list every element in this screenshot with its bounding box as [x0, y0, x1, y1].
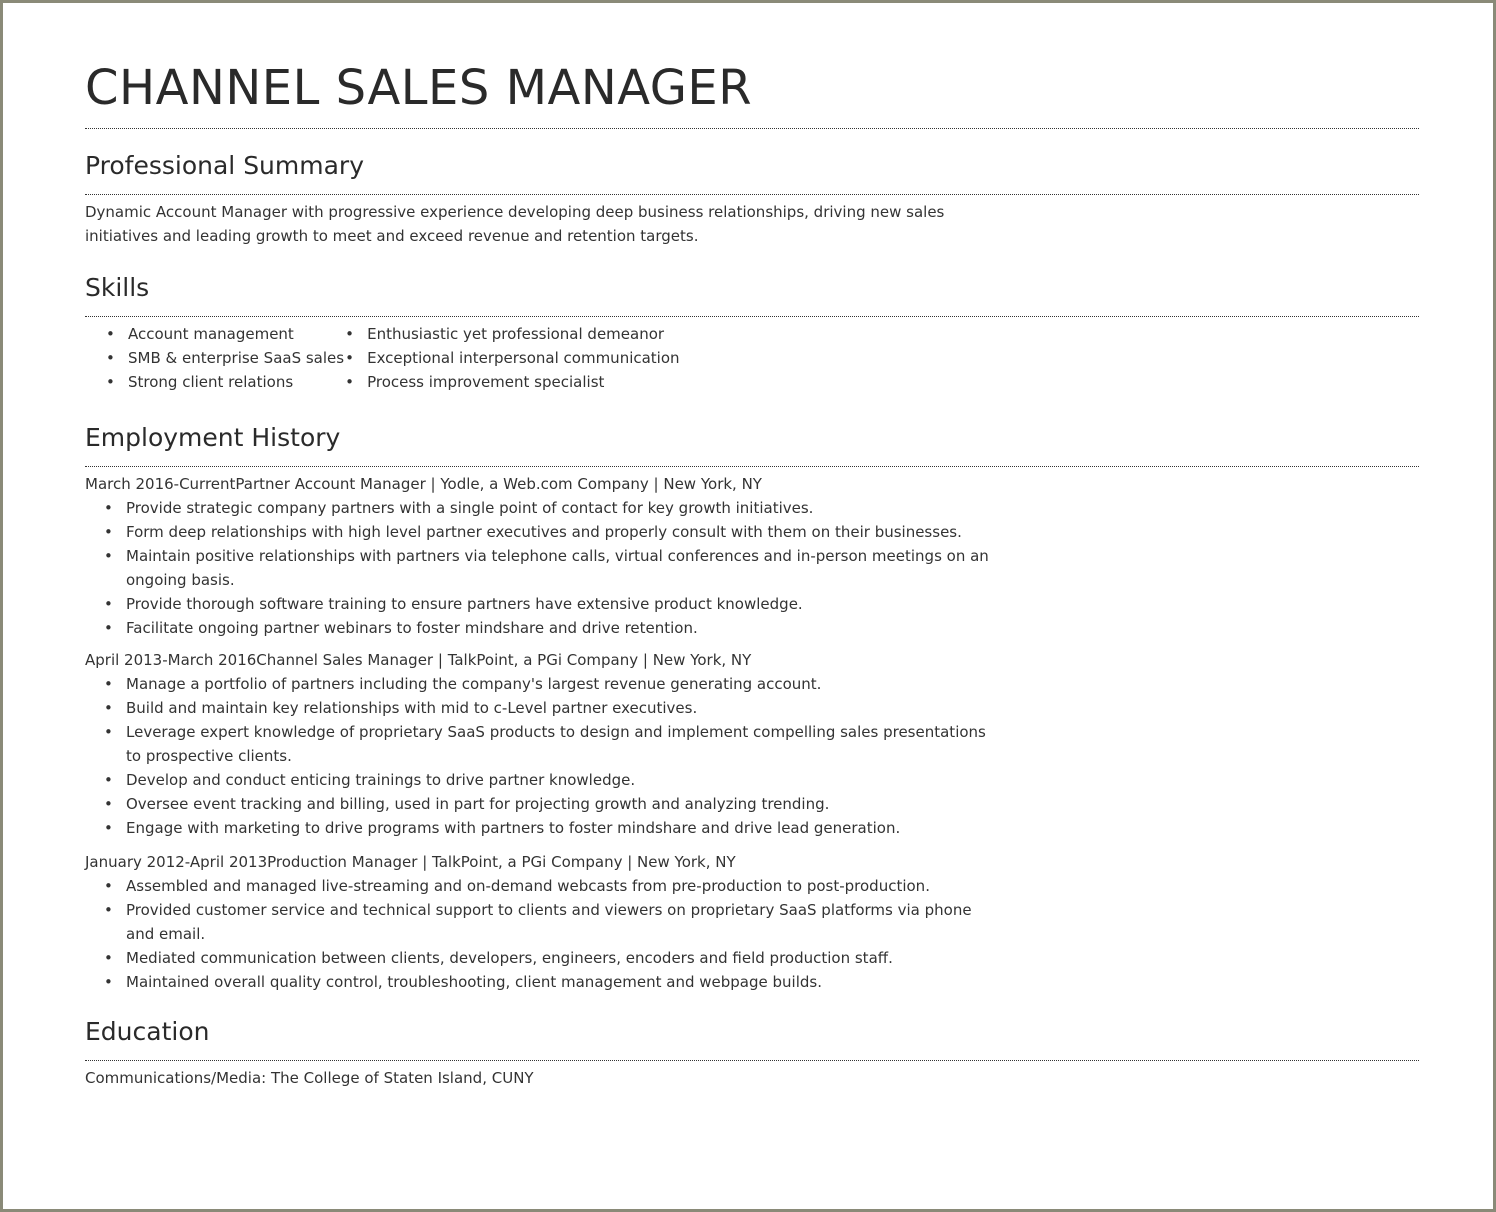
job-entry	[85, 648, 1419, 840]
resume	[85, 58, 1419, 1090]
job-bullet: • Engage with marketing to drive programs with partners to foster mindshare and drive lead generation.	[126, 816, 990, 840]
job-entry	[85, 850, 1419, 994]
job-bullet: • Provide thorough software training to ensure partners have extensive product knowledge.	[126, 592, 990, 616]
skill-item: • Exceptional interpersonal communication	[367, 346, 679, 370]
job-header: April 2013-March 2016Channel Sales Manager | TalkPoint, a PGi Company | New York, NY	[85, 651, 752, 669]
employment-list	[85, 472, 1419, 994]
job-bullet: • Provided customer service and technical support to clients and viewers on proprietary SaaS platforms via phone and email.	[126, 898, 990, 946]
job-bullet: • Build and maintain key relationships with mid to c-Level partner executives.	[126, 696, 990, 720]
job-bullet: • Provide strategic company partners with a single point of contact for key growth initiatives.	[126, 496, 990, 520]
section-heading-employment: Employment History	[85, 423, 341, 452]
job-bullet: • Oversee event tracking and billing, used in part for projecting growth and analyzing trending.	[126, 792, 990, 816]
job-bullet: • Leverage expert knowledge of proprietary SaaS products to design and implement compelling sales presentations to prospective clients.	[126, 720, 990, 768]
summary-text: Dynamic Account Manager with progressive experience developing deep business relationships, driving new sales initiatives and leading growth to meet and exceed revenue and retention targets.	[85, 203, 945, 245]
job-bullet: • Manage a portfolio of partners including the company's largest revenue generating account.	[126, 672, 990, 696]
job-bullet: • Assembled and managed live-streaming and on-demand webcasts from pre-production to post-production.	[126, 874, 990, 898]
section-heading-skills: Skills	[85, 273, 150, 302]
skill-item: • Strong client relations	[128, 370, 344, 394]
job-bullet: • Facilitate ongoing partner webinars to foster mindshare and drive retention.	[126, 616, 990, 640]
section-heading-summary: Professional Summary	[85, 151, 365, 180]
divider	[85, 316, 1419, 317]
divider	[85, 1060, 1419, 1061]
job-bullet: • Mediated communication between clients, developers, engineers, encoders and field production staff.	[126, 946, 990, 970]
resume-title: CHANNEL SALES MANAGER	[85, 60, 753, 116]
job-header: March 2016-CurrentPartner Account Manager | Yodle, a Web.com Company | New York, NY	[85, 475, 762, 493]
divider	[85, 194, 1419, 195]
job-bullets	[85, 672, 990, 840]
skills-list	[85, 322, 1419, 394]
job-bullet: • Maintained overall quality control, troubleshooting, client management and webpage builds.	[126, 970, 990, 994]
section-heading-education: Education	[85, 1017, 210, 1046]
skills-column	[85, 322, 344, 394]
skill-item: • SMB & enterprise SaaS sales	[128, 346, 344, 370]
job-bullets	[85, 496, 990, 640]
skill-item: • Account management	[128, 322, 344, 346]
job-bullets	[85, 874, 990, 994]
job-entry	[85, 472, 1419, 640]
divider	[85, 466, 1419, 467]
job-header: January 2012-April 2013Production Manager | TalkPoint, a PGi Company | New York, NY	[85, 853, 736, 871]
education-text: Communications/Media: The College of Staten Island, CUNY	[85, 1069, 534, 1087]
job-bullet: • Maintain positive relationships with partners via telephone calls, virtual conferences and in-person meetings on an ongoing basis.	[126, 544, 990, 592]
job-bullet: • Develop and conduct enticing trainings to drive partner knowledge.	[126, 768, 990, 792]
skills-column	[344, 322, 679, 394]
divider	[85, 128, 1419, 129]
skill-item: • Process improvement specialist	[367, 370, 679, 394]
job-bullet: • Form deep relationships with high level partner executives and properly consult with them on their businesses.	[126, 520, 990, 544]
skill-item: • Enthusiastic yet professional demeanor	[367, 322, 679, 346]
